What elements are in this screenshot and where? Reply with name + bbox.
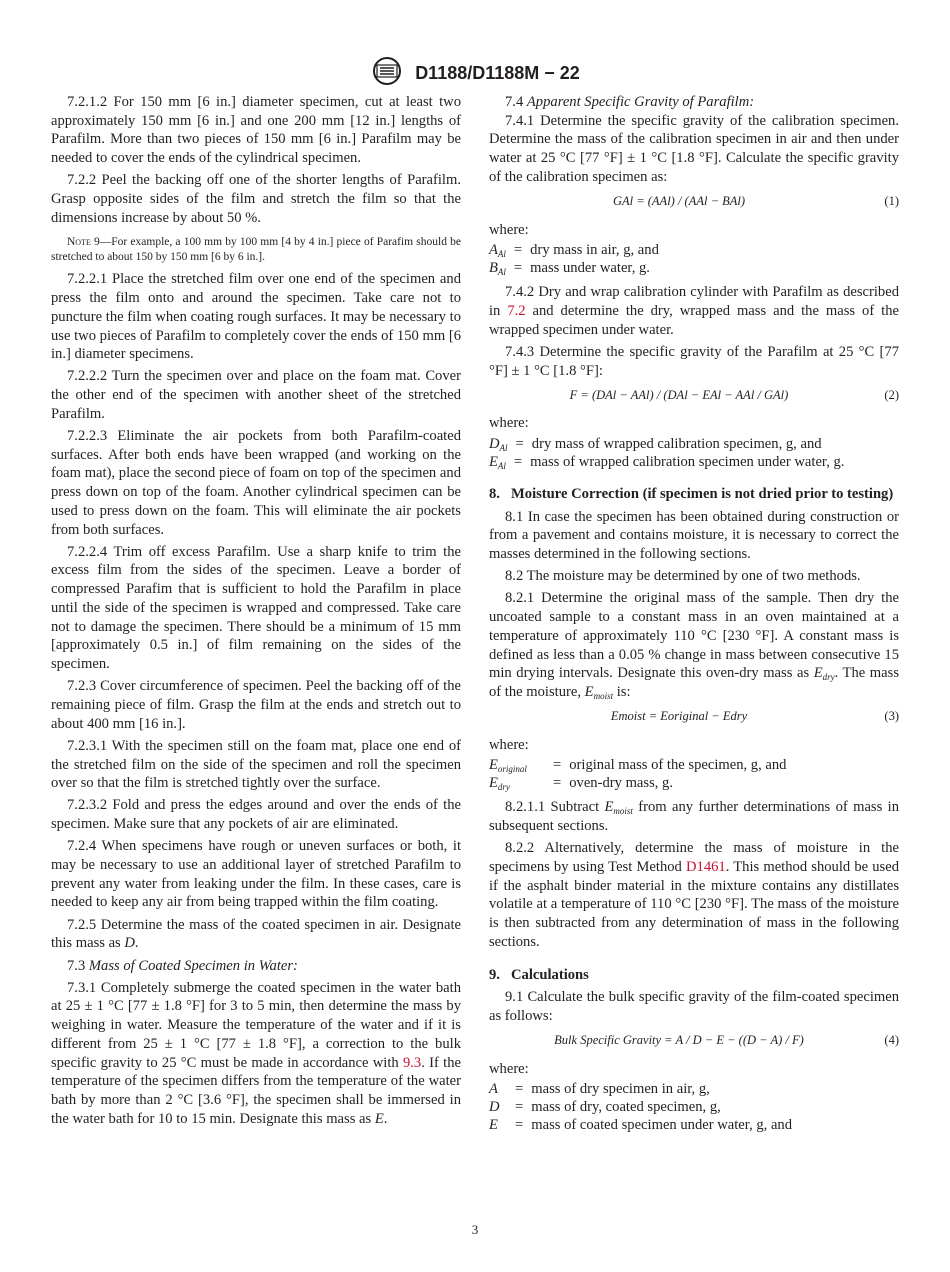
- definition-row: $B_{Al}$ = mass under water, g.: [489, 260, 650, 278]
- paragraph-7-4-3: 7.4.3 Determine the specific gravity of the Parafilm at 25 °C [77 °F] ± 1 °C [1.8 °F]:: [489, 343, 899, 379]
- definition-row: $A_{Al}$ = dry mass in air, g, and: [489, 242, 659, 260]
- where-label: where:: [489, 221, 529, 238]
- paragraph-8-1: 8.1 In case the specimen has been obtained during construction or from a pavement and contains moisture, it is necessary to correct the masses determined in the following sections.: [489, 508, 899, 563]
- equation-3: [489, 706, 899, 728]
- where-label: where:: [489, 736, 529, 753]
- definition-row: $D_{Al}$ = dry mass of wrapped calibration specimen, g, and: [489, 435, 822, 453]
- definition-row: E = mass of coated specimen under water, g, and: [489, 1117, 793, 1134]
- link-9-3[interactable]: 9.3: [402, 1054, 422, 1071]
- definition-row: A = mass of dry specimen in air, g,: [489, 1081, 710, 1098]
- paragraph-7-2-1-2: 7.2.1.2 For 150 mm [6 in.] diameter specimen, cut at least two approximately 150 mm [6 in.] and one 200 mm [12 in.] lengths of Parafilm. More than two pieces of 150 mm [6 in.] Parafilm may be needed to cover the ends of the cylindrical specimen.: [51, 94, 461, 167]
- note-9: [51, 235, 461, 265]
- definition-row: $E_{dry}$ = oven-dry mass, g.: [489, 775, 673, 793]
- paragraph-7-2-4: 7.2.4 When specimens have rough or uneven surfaces or both, it may be necessary to use an additional layer of stretched Parafilm to prevent any water from leaking under the film. In these cases, care is needed to keep any air from being trapped within the film coating.: [51, 838, 461, 911]
- paragraph-7-2-3-2: 7.2.3.2 Fold and press the edges around and over the ends of the specimen. Make sure that any pockets of air are eliminated.: [51, 797, 461, 833]
- paragraph-7-2-3-1: 7.2.3.1 With the specimen still on the foam mat, place one end of the stretched film on the side of the specimen and roll the specimen over so that the film is stretched tightly over the surface.: [51, 737, 461, 792]
- paragraph-7-2-2-2: 7.2.2.2 Turn the specimen over and place on the foam mat. Cover the other end of the specimen with another sheet of the stretched Parafilm.: [51, 368, 461, 422]
- note-label: Note 9: [67, 236, 100, 249]
- page-header: [0, 56, 950, 91]
- paragraph-7-3-1: 7.3.1 Completely submerge the coated specimen in the water bath at 25 ± 1 °C [77 ± 1.8 °F] for 3 to 5 min, then determine the mass by weighing in water. Measure the temperature of the water and if it is different from 25 ± 1 °C [77 ± 1.8 °F], a correction to the bulk specific gravity to 25 °C must be made in accordance with 9.3. If the temperature of the specimen differs from the temperature of the water bath by more than 2 °C [3.6 °F], the specimen shall be immersed in the water bath for 10 to 15 min. Designate this mass as E.: [51, 979, 461, 1127]
- definition-row: D = mass of dry, coated specimen, g,: [489, 1099, 721, 1116]
- equation-4-number: (4): [884, 1033, 899, 1048]
- paragraph-7-4-2: 7.4.2 Dry and wrap calibration cylinder with Parafilm as described in 7.2 and determine the dry, wrapped mass and the mass of the wrapped specimen under water.: [489, 284, 899, 338]
- equation-3-body: Emoist = Eoriginal − Edry: [610, 709, 748, 724]
- paragraph-8-2: 8.2 The moisture may be determined by one of two methods.: [505, 568, 861, 585]
- paragraph-7-2-2-3: 7.2.2.3 Eliminate the air pockets from both Parafilm-coated surfaces. After both ends have been wrapped (and working on the foam mat), place the second piece of foam on top of the specimen and press down on top of the foam. Another cylindrical specimen can be used to press down on the foam. This will eliminate the air pockets from both surfaces.: [51, 428, 461, 538]
- paragraph-7-2-2: 7.2.2 Peel the backing off one of the shorter lengths of Parafilm. Grasp opposite sides of the film and stretch the film so that the dimensions increase by about 50 %.: [51, 172, 461, 226]
- equation-2-number: (2): [884, 387, 899, 402]
- paragraph-8-2-1-1: 8.2.1.1 Subtract $E_{moist}$ from any further determinations of mass in subsequent sections.: [489, 799, 899, 835]
- definitions-eq1: [489, 241, 899, 277]
- paragraph-7-2-2-4: 7.2.2.4 Trim off excess Parafilm. Use a sharp knife to trim the excess film from the sides of the specimen. Leave a border of compressed Parafim that is sufficient to hold the Parafilm in place until the side of the specimen is wrapped and compressed. Take care not to damage the specimen. There should be a minimum of 15 mm [approximately 0.5 in.] of film remaining on the sides of the specimen.: [51, 543, 461, 672]
- note-text: —For example, a 100 mm by 100 mm [4 by 4 in.] piece of Parafim should be stretched to about 150 by 150 mm [6 by 6 in.].: [51, 236, 461, 264]
- page-number: 3: [471, 1222, 479, 1237]
- equation-3-number: (3): [884, 709, 899, 724]
- equation-4-body: Bulk Specific Gravity = A / D − E − ((D − A) / F): [554, 1033, 804, 1048]
- left-column: [51, 93, 461, 1132]
- section-9-heading: 9. Calculations: [489, 966, 589, 983]
- paragraph-9-1: 9.1 Calculate the bulk specific gravity of the film-coated specimen as follows:: [489, 989, 899, 1024]
- equation-2: [489, 384, 899, 406]
- equation-1-body: GAl = (AAl) / (AAl − BAl): [612, 194, 746, 209]
- equation-1-number: (1): [884, 194, 899, 209]
- paragraph-8-2-1: 8.2.1 Determine the original mass of the sample. Then dry the uncoated sample to a constant mass in an oven maintained at a temperature of approximately 110 °C [230 °F]. A constant mass is defined as less than a 0.05 % change in mass between consecutive 15 min drying intervals. Designate this oven-dry mass as $E_{dry}$. The mass of the moisture, $E_{moist}$ is:: [489, 590, 899, 701]
- paragraph-7-2-5: 7.2.5 Determine the mass of the coated specimen in air. Designate this mass as D.: [51, 916, 461, 952]
- definitions-eq4: [489, 1080, 899, 1134]
- equation-4: [489, 1030, 899, 1052]
- document-designation: D1188/D1188M − 22: [415, 63, 580, 83]
- paragraph-8-2-2: 8.2.2 Alternatively, determine the mass of moisture in the specimens by using Test Method D1461. This method should be used if the asphalt binder material in the mixture contains any distillates volatile at a temperature of 110 °C [230 °F]. The mass of the moisture is then subtracted from any determination of mass in the following sections.: [489, 840, 899, 950]
- paragraph-7-3: 7.3 Mass of Coated Specimen in Water:: [67, 957, 298, 974]
- link-d1461[interactable]: D1461: [685, 858, 726, 875]
- astm-logo-icon: [370, 56, 404, 91]
- link-7-2[interactable]: 7.2: [507, 302, 526, 319]
- where-label: where:: [489, 1060, 529, 1077]
- paragraph-7-2-2-1: 7.2.2.1 Place the stretched film over one end of the specimen and press the film onto and around the specimen. Take care not to puncture the film when coating rough surfaces. It may be necessary to use two pieces of Parafilm to completely cover the ends of 150 mm [6 in.] diameter specimens.: [51, 271, 461, 363]
- section-8-heading: 8. Moisture Correction (if specimen is not dried prior to testing): [489, 485, 894, 502]
- paragraph-7-4: 7.4 Apparent Specific Gravity of Parafilm:: [505, 94, 755, 110]
- right-column: [489, 93, 899, 1140]
- where-label: where:: [489, 415, 529, 432]
- definition-row: $E_{original}$ = original mass of the specimen, g, and: [489, 757, 787, 775]
- equation-2-body: F = (DAl − AAl) / (DAl − EAl − AAl / GAl): [569, 387, 789, 402]
- paragraph-7-2-3: 7.2.3 Cover circumference of specimen. Peel the backing off of the remaining piece of film. Grasp the film at the ends and stretch out to about 400 mm [16 in.].: [51, 678, 461, 732]
- definitions-eq2: [489, 435, 899, 471]
- definition-row: $E_{Al}$ = mass of wrapped calibration specimen under water, g.: [489, 453, 845, 471]
- definitions-eq3: [489, 756, 899, 792]
- equation-1: [489, 191, 899, 213]
- paragraph-7-4-1: 7.4.1 Determine the specific gravity of the calibration specimen. Determine the mass of the calibration specimen in air and then under water at 25 °C [77 °F] ± 1 °C [1.8 °F]. Calculate the specific gravity of the calibration specimen as:: [489, 112, 899, 185]
